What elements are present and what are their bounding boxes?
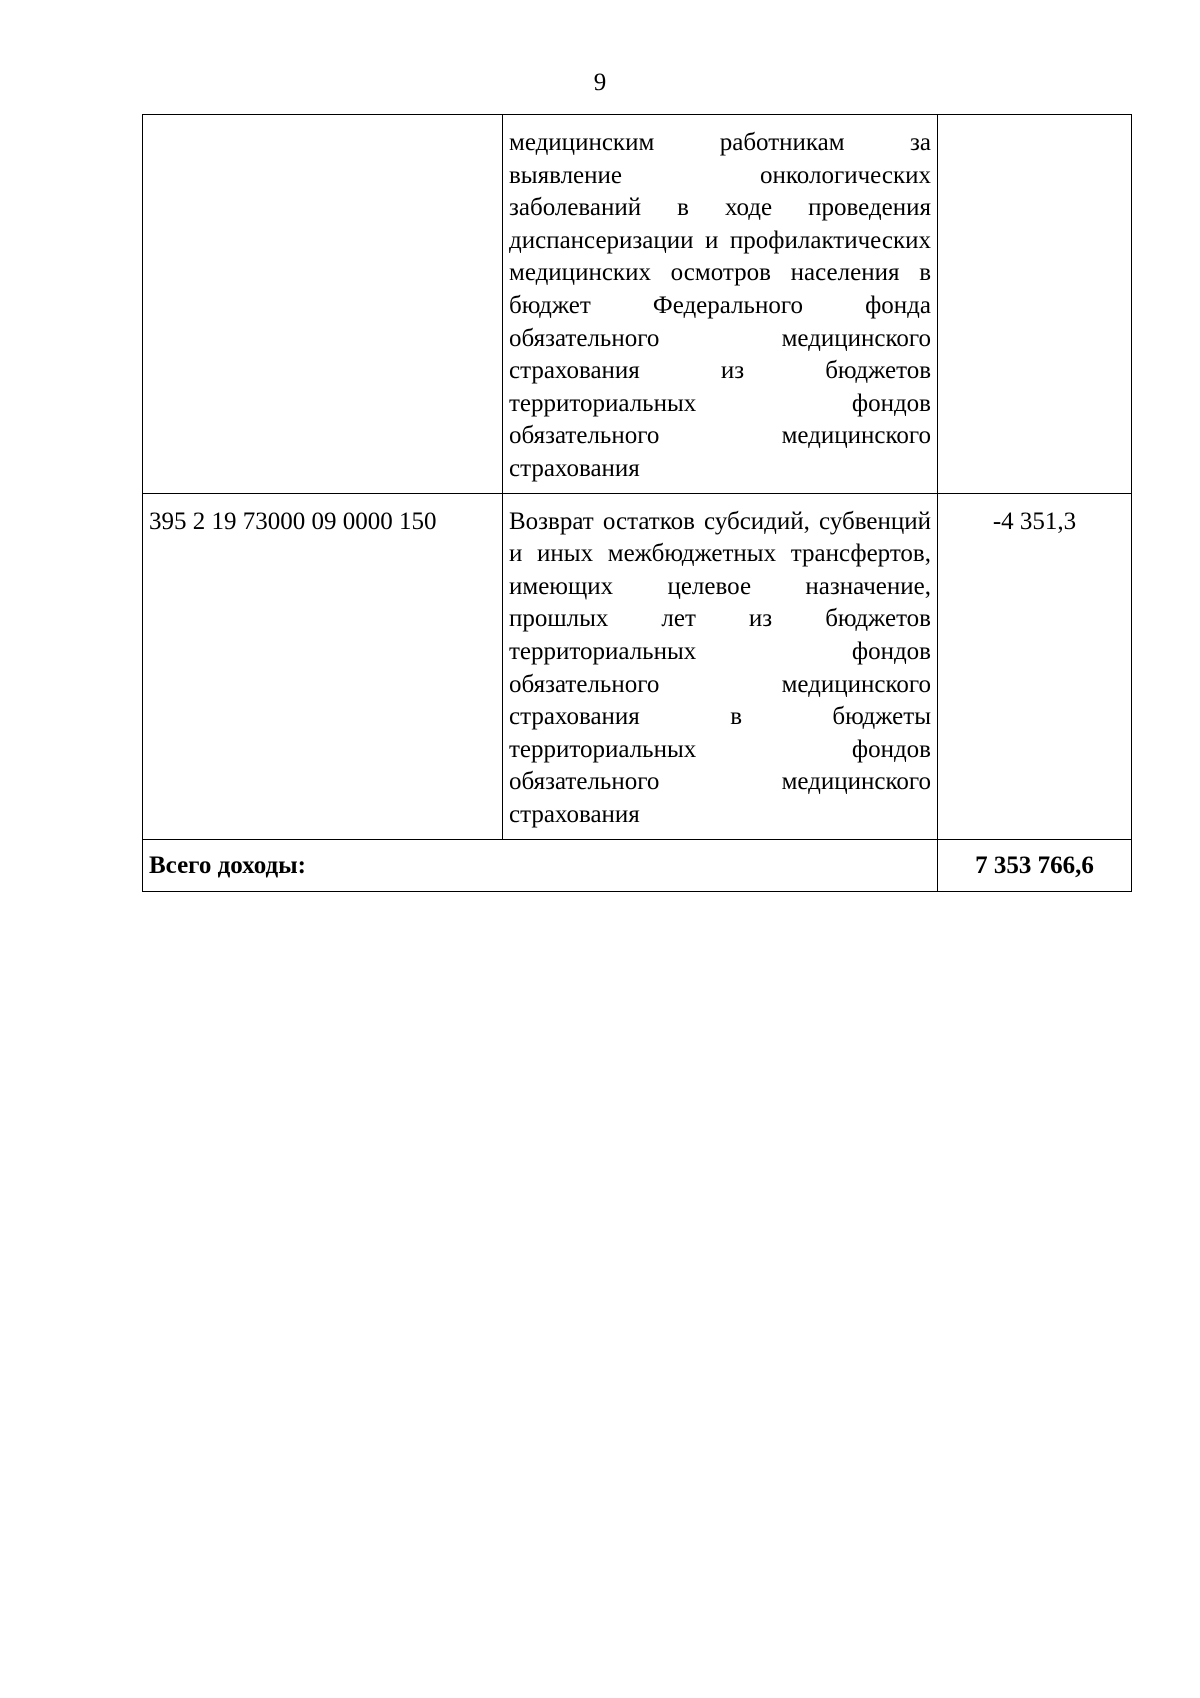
table-row (143, 115, 1132, 494)
table-row (143, 493, 1132, 840)
revenue-name-cell: медицинским работникам за выявление онкологических заболеваний в ходе проведения диспансеризации и профилактических медицинских осмотров населения в бюджет Федерального фонда обязательного медицинского страхования из бюджетов территориальных фондов обязательного медицинского страхования (503, 115, 938, 494)
revenue-table (142, 114, 1132, 892)
amount-cell (938, 115, 1132, 494)
total-label: Всего доходы: (143, 840, 938, 892)
total-amount: 7 353 766,6 (938, 840, 1132, 892)
revenue-name-cell: Возврат остатков субсидий, субвенций и иных межбюджетных трансфертов, имеющих целевое назначение, прошлых лет из бюджетов территориальных фондов обязательного медицинского страхования в бюджеты территориальных фондов обязательного медицинского страхования (503, 493, 938, 840)
budget-code-cell (143, 115, 503, 494)
amount-cell: -4 351,3 (938, 493, 1132, 840)
budget-code-cell: 395 2 19 73000 09 0000 150 (143, 493, 503, 840)
page-number: 9 (593, 69, 607, 96)
total-row (143, 840, 1132, 892)
